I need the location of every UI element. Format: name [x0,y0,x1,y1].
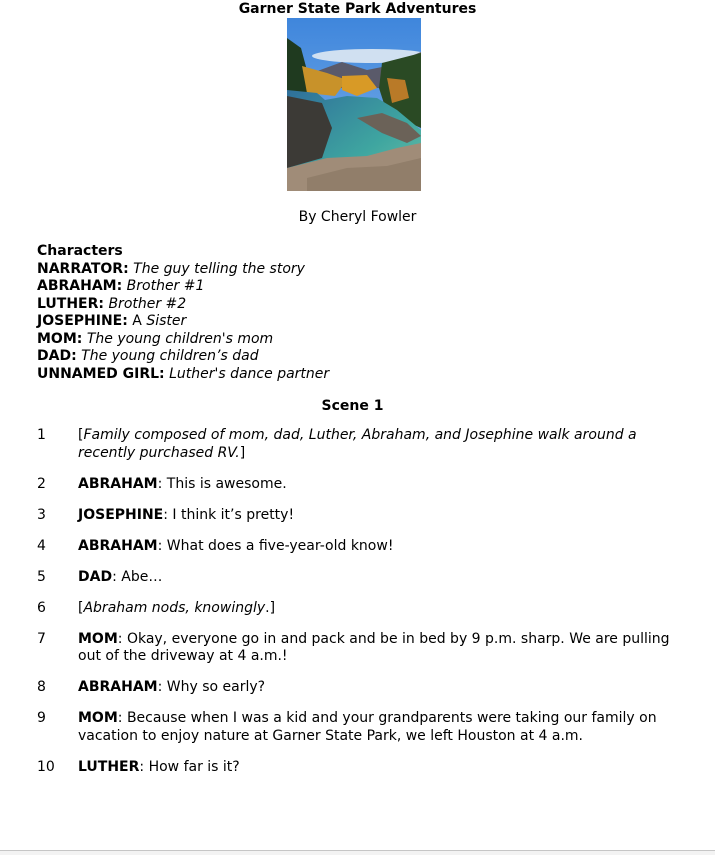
bracket-close: .] [265,599,276,616]
dialogue: This is awesome. [166,475,287,492]
speaker-name: MOM [78,630,118,647]
line-number: 8 [37,679,46,695]
line-number: 3 [37,506,46,523]
character-entry [37,296,329,314]
script-line [37,679,677,697]
page-bottom-divider [0,850,715,855]
character-description: The young children's mom [86,330,274,347]
line-text [78,600,677,618]
speaker-name: ABRAHAM [78,475,158,492]
character-description: The young children’s dad [81,348,259,364]
characters-heading: Characters [37,243,123,259]
script-line [37,631,677,666]
separator: : [139,758,149,775]
character-entry [37,331,329,349]
separator: : [163,506,173,523]
character-name: DAD: [37,348,77,364]
dialogue: Okay, everyone go in and pack and be in bed by 9 p.m. sharp. We are pulling out of the driveway at 4 a.m.! [78,630,670,664]
line-number: 5 [37,568,46,585]
separator: : [157,537,167,554]
character-name: ABRAHAM: [37,278,123,294]
line-text [78,427,677,462]
bracket-open: [ [78,599,84,616]
character-description: Sister [146,313,187,329]
script-line [37,507,677,525]
dialogue: How far is it? [148,758,240,775]
dialogue: Because when I was a kid and your grandparents were taking our family on vacation to enjoy nature at Garner State Park, we left Houston at 4 a.m. [78,710,657,744]
script-line [37,476,677,494]
character-description: Brother #1 [126,278,205,294]
dialogue: Abe… [121,568,163,585]
character-description: Luther's dance partner [169,365,330,382]
script-line [37,569,677,587]
line-text [78,476,677,494]
line-number: 2 [37,475,46,492]
separator: : [157,679,167,695]
character-entry [37,278,329,296]
character-entry [37,366,329,384]
line-number: 7 [37,630,46,647]
line-number: 6 [37,599,46,616]
script-line [37,759,677,777]
character-name: LUTHER: [37,295,104,312]
scene-title: Scene 1 [321,398,384,414]
script-line [37,538,677,556]
line-text [78,679,677,697]
line-text [78,759,677,777]
character-entry [37,313,329,331]
river-landscape-photo [287,18,421,191]
dialogue: I think it’s pretty! [172,506,295,523]
speaker-name: JOSEPHINE [78,506,164,523]
character-entry [37,261,329,279]
speaker-name: ABRAHAM [78,679,158,695]
script-line [37,710,677,745]
character-name: NARRATOR: [37,260,129,277]
bracket-close: ] [239,444,246,461]
line-number: 1 [37,427,46,443]
speaker-name: ABRAHAM [78,537,158,554]
document-title: Garner State Park Adventures [238,1,477,17]
bracket-open: [ [78,427,84,443]
stage-direction: Family composed of mom, dad, Luther, Abraham, and Josephine walk around a recently purchased RV. [78,427,637,461]
line-text [78,710,677,745]
character-name: UNNAMED GIRL: [37,365,165,382]
speaker-name: LUTHER [78,758,140,775]
line-text [78,631,677,666]
dialogue: What does a five-year-old know! [166,537,394,554]
dialogue: Why so early? [166,679,266,695]
character-description: Brother #2 [108,295,187,312]
character-name: JOSEPHINE: [37,313,128,329]
character-list [37,243,329,383]
stage-direction: Abraham nods, knowingly [83,599,266,616]
separator: : [157,475,167,492]
script-line [37,427,677,462]
character-description: The guy telling the story [133,260,305,277]
character-name: MOM: [37,330,83,347]
script-line [37,600,677,618]
line-number: 9 [37,710,46,726]
line-text [78,569,677,587]
line-number: 4 [37,537,46,554]
line-number: 10 [37,758,55,775]
separator: : [112,568,122,585]
speaker-name: MOM [78,710,118,726]
separator: : [117,630,127,647]
author-byline: By Cheryl Fowler [298,209,417,225]
character-prefix: A [132,313,147,329]
line-text [78,538,677,556]
line-text [78,507,677,525]
speaker-name: DAD [78,568,113,585]
script-lines [37,427,677,790]
character-entry [37,348,329,366]
separator: : [117,710,127,726]
